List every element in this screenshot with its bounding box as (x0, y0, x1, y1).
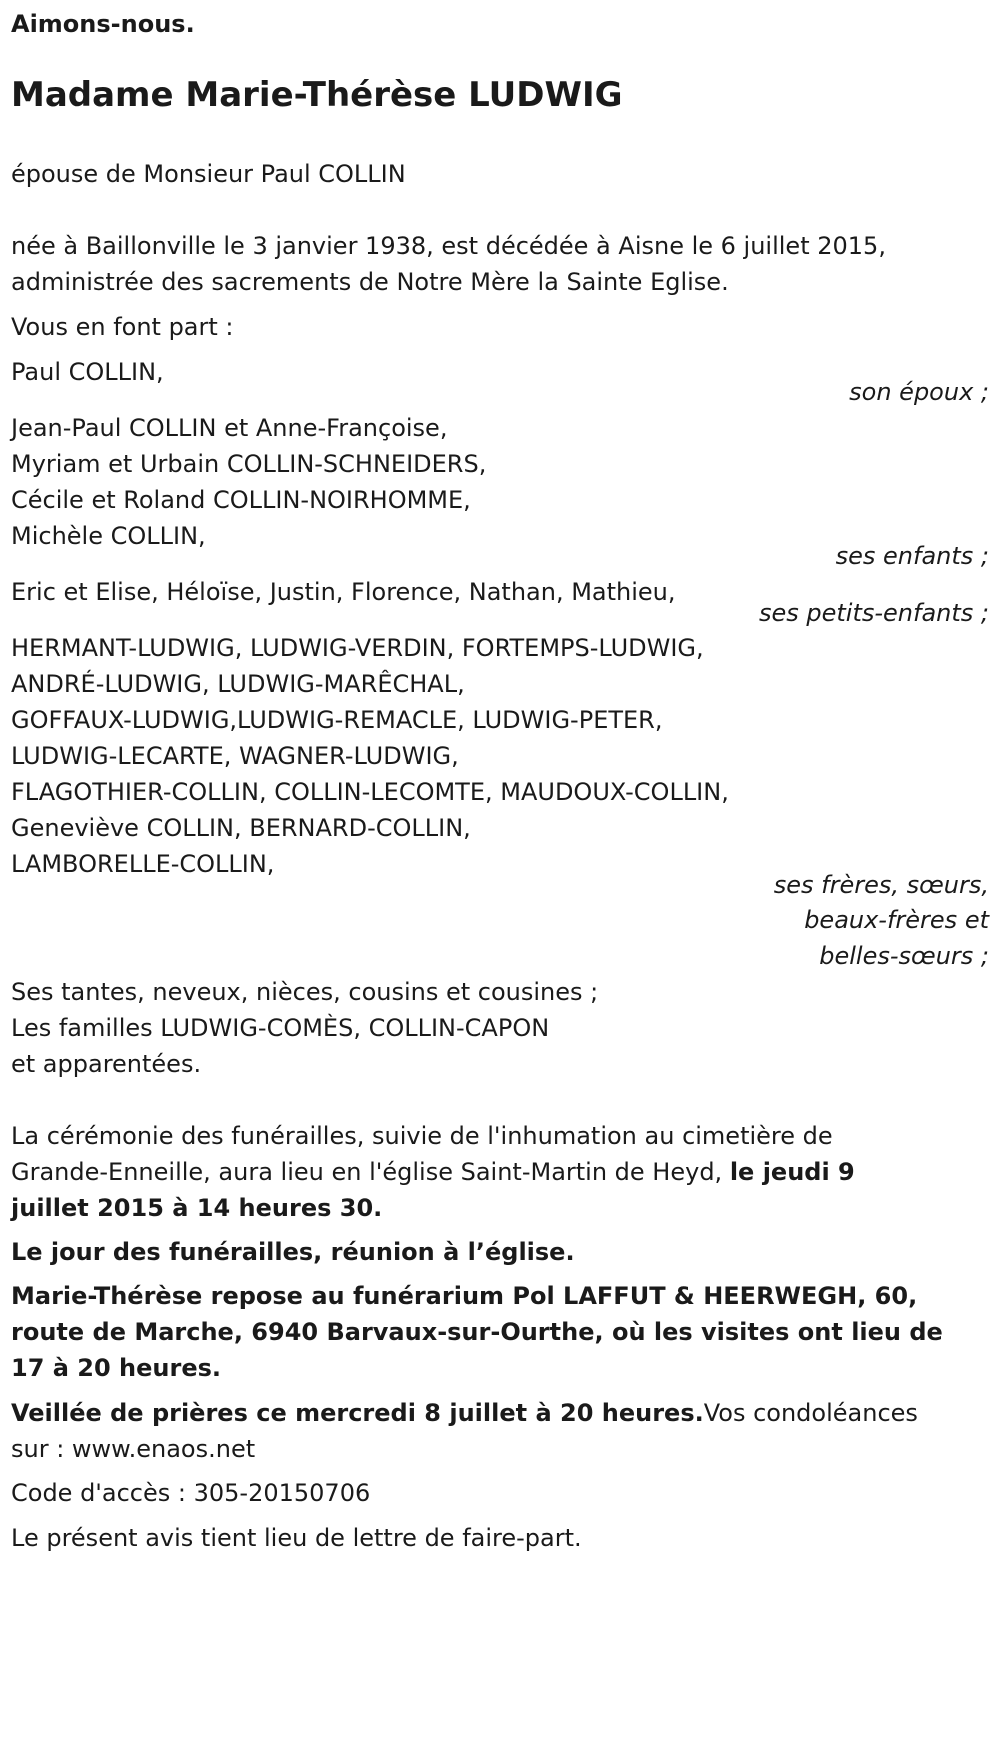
ceremony-line-2-text: Grande-Enneille, aura lieu en l'église Saint-Martin de Heyd, (11, 1158, 730, 1186)
ceremony-line-1: La cérémonie des funérailles, suivie de l'inhumation au cimetière de (11, 1122, 833, 1150)
family-spouse-role: son époux ; (849, 378, 989, 406)
family-siblings-role-1: ses frères, sœurs, (773, 871, 989, 899)
family-sibling-line-4: LUDWIG-LECARTE, WAGNER-LUDWIG, (11, 742, 459, 770)
gathering-notice: Le jour des funérailles, réunion à l’église. (11, 1238, 575, 1266)
spouse-line: épouse de Monsieur Paul COLLIN (11, 160, 406, 188)
access-code: Code d'accès : 305-20150706 (11, 1479, 371, 1507)
funeral-home-line-2: route de Marche, 6940 Barvaux-sur-Ourthe, où les visites ont lieu de (11, 1318, 943, 1346)
family-sibling-line-5: FLAGOTHIER-COLLIN, COLLIN-LECOMTE, MAUDOUX-COLLIN, (11, 778, 729, 806)
family-grandchildren-role: ses petits-enfants ; (758, 599, 989, 627)
ceremony-line-3: juillet 2015 à 14 heures 30. (11, 1194, 383, 1222)
birth-death-line-1: née à Baillonville le 3 janvier 1938, est décédée à Aisne le 6 juillet 2015, (11, 232, 886, 260)
family-spouse-name: Paul COLLIN, (11, 358, 164, 386)
family-grandchildren-names: Eric et Elise, Héloïse, Justin, Florence, Nathan, Mathieu, (11, 578, 676, 606)
funeral-home-line-1: Marie-Thérèse repose au funérarium Pol LAFFUT & HEERWEGH, 60, (11, 1282, 918, 1310)
family-child-4: Michèle COLLIN, (11, 522, 206, 550)
family-child-1: Jean-Paul COLLIN et Anne-Françoise, (11, 414, 448, 442)
family-sibling-line-3: GOFFAUX-LUDWIG,LUDWIG-REMACLE, LUDWIG-PETER, (11, 706, 663, 734)
condolences-website: sur : www.enaos.net (11, 1435, 256, 1463)
family-siblings-role-3: belles-sœurs ; (819, 942, 989, 970)
deceased-name: Madame Marie-Thérèse LUDWIG (11, 75, 623, 115)
family-children-role: ses enfants ; (835, 542, 989, 570)
family-child-2: Myriam et Urbain COLLIN-SCHNEIDERS, (11, 450, 487, 478)
motto: Aimons-nous. (11, 10, 195, 38)
family-others-line-3: et apparentées. (11, 1050, 202, 1078)
vigil-notice: Veillée de prières ce mercredi 8 juillet à 20 heures. (11, 1399, 704, 1427)
birth-death-line-2: administrée des sacrements de Notre Mère la Sainte Eglise. (11, 268, 729, 296)
condolences-text: Vos condoléances (703, 1399, 918, 1427)
announcement-intro: Vous en font part : (11, 313, 234, 341)
family-sibling-line-7: LAMBORELLE-COLLIN, (11, 850, 275, 878)
family-sibling-line-6: Geneviève COLLIN, BERNARD-COLLIN, (11, 814, 471, 842)
ceremony-line-2 (11, 1152, 855, 1192)
funeral-home-line-3: 17 à 20 heures. (11, 1354, 222, 1382)
family-siblings-role-2: beaux-frères et (804, 906, 989, 934)
family-others-line-2: Les familles LUDWIG-COMÈS, COLLIN-CAPON (11, 1014, 550, 1042)
vigil-line-1 (11, 1393, 918, 1433)
family-sibling-line-2: ANDRÉ-LUDWIG, LUDWIG-MARÊCHAL, (11, 670, 465, 698)
family-sibling-line-1: HERMANT-LUDWIG, LUDWIG-VERDIN, FORTEMPS-LUDWIG, (11, 634, 704, 662)
ceremony-date-start: le jeudi 9 (729, 1158, 855, 1186)
closing-notice: Le présent avis tient lieu de lettre de faire-part. (11, 1524, 582, 1552)
family-others-line-1: Ses tantes, neveux, nièces, cousins et cousines ; (11, 978, 599, 1006)
family-child-3: Cécile et Roland COLLIN-NOIRHOMME, (11, 486, 471, 514)
